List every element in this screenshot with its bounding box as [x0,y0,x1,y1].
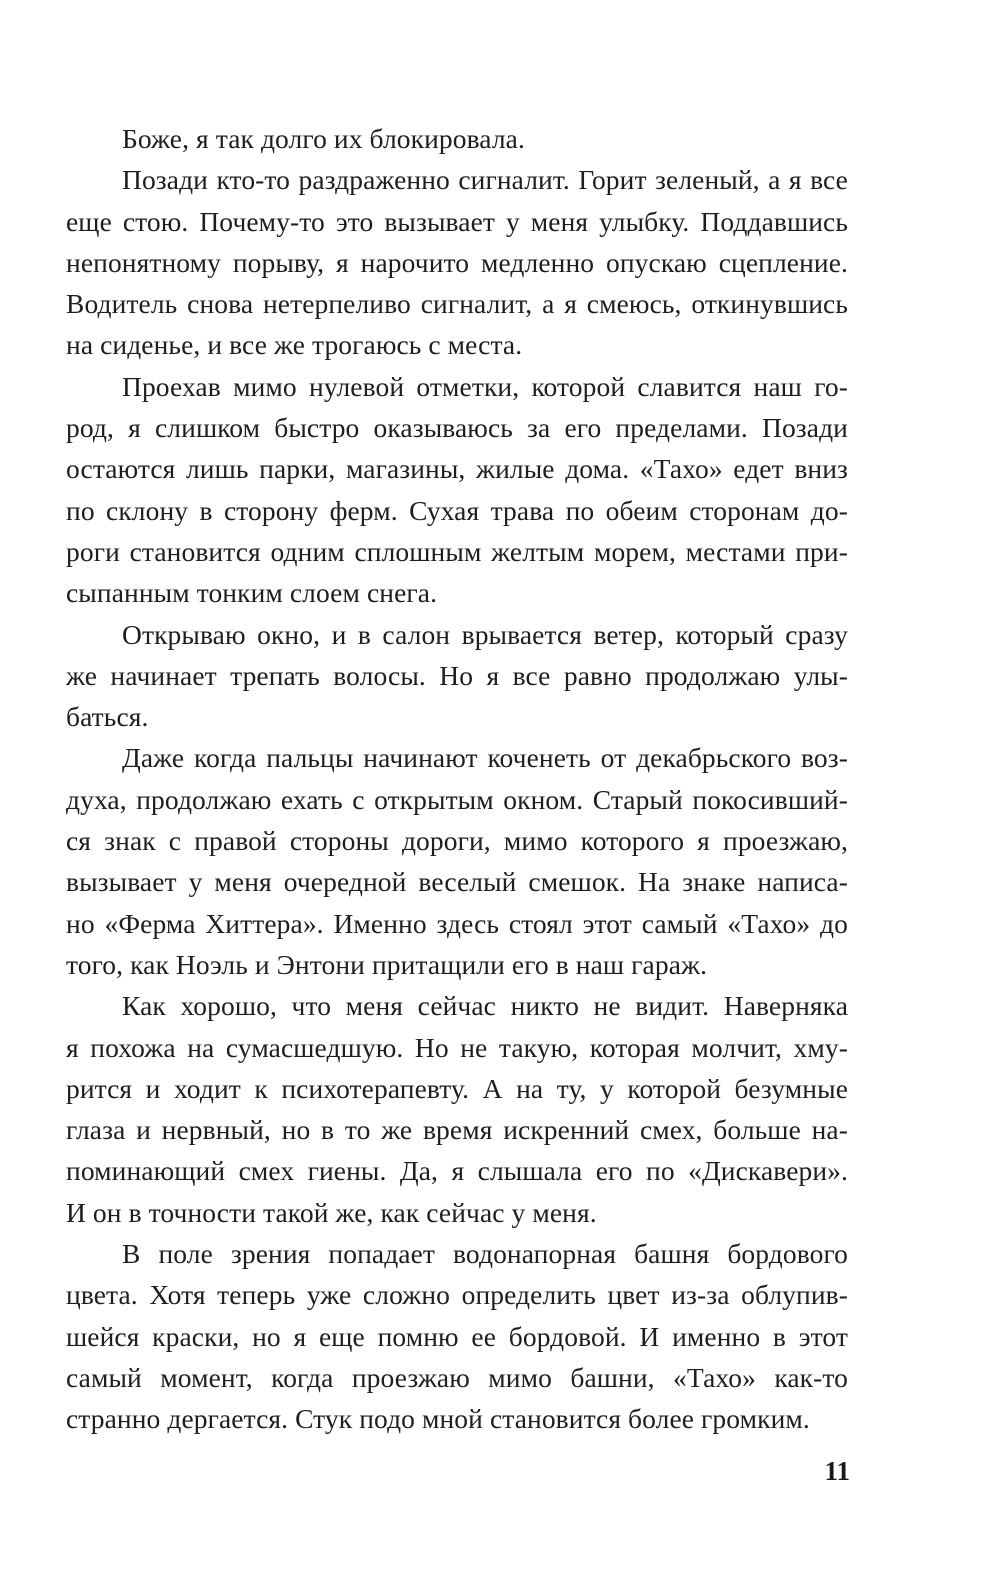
text-line: цвета. Хотя теперь уже сложно определить цвет из-за облупив- [66,1279,848,1311]
text-line: глаза и нервный, но в то же время искренний смех, больше на- [66,1114,848,1146]
text-line: остаются лишь парки, магазины, жилые дома. «Тахо» едет вниз [66,453,848,485]
text-line: по склону в сторону ферм. Сухая трава по обеим сторонам до- [66,494,848,526]
text-line: вызывает у меня очередной веселый смешок. На знаке написа- [66,866,848,898]
text-line: сыпанным тонким слоем снега. [66,577,438,609]
text-line: ся знак с правой стороны дороги, мимо которого я проезжаю, [66,825,848,857]
text-line: самый момент, когда проезжаю мимо башни, «Тахо» как-то [66,1361,848,1393]
text-line: Проехав мимо нулевой отметки, которой славится наш го- [122,370,848,402]
text-line: же начинает трепать волосы. Но я все равно продолжаю улы- [66,659,848,691]
text-line: Даже когда пальцы начинают коченеть от декабрьского воз- [122,742,848,774]
text-line: баться. [66,701,149,733]
text-line: но «Ферма Хиттера». Именно здесь стоял этот самый «Тахо» до [66,907,848,939]
text-line: еще стою. Почему-то это вызывает у меня улыбку. Поддавшись [66,205,848,237]
text-line: роги становится одним сплошным желтым морем, местами при- [66,535,848,567]
text-line: Открываю окно, и в салон врывается ветер, который сразу [122,618,848,650]
text-line: Боже, я так долго их блокировала. [122,123,525,154]
text-line: странно дергается. Стук подо мной становится более громким. [66,1403,810,1435]
text-line: духа, продолжаю ехать с открытым окном. Старый покосивший- [66,783,848,815]
body-text [66,118,848,1440]
text-line: на сиденье, и все же трогаюсь с места. [66,329,523,361]
text-line: поминающий смех гиены. Да, я слышала его по «Дискавери». [66,1155,848,1187]
text-line: И он в точности такой же, как сейчас у меня. [66,1196,597,1228]
text-line: того, как Ноэль и Энтони притащили его в наш гараж. [66,948,708,980]
text-line: Как хорошо, что меня сейчас никто не видит. Наверняка [122,990,848,1022]
text-line: шейся краски, но я еще помню ее бордовой. И именно в этот [66,1320,848,1352]
page-number: 11 [824,1456,850,1486]
text-line: Водитель снова нетерпеливо сигналит, а я смеюсь, откинувшись [66,288,848,320]
text-line: непонятному порыву, я нарочито медленно опускаю сцепление. [66,246,848,278]
text-line: рится и ходит к психотерапевту. А на ту, у которой безумные [66,1072,848,1104]
text-line: я похожа на сумасшедшую. Но не такую, которая молчит, хму- [66,1031,848,1063]
text-line: род, я слишком быстро оказываюсь за его пределами. Позади [66,412,848,444]
text-line: В поле зрения попадает водонапорная башня бордового [122,1238,848,1270]
text-line: Позади кто-то раздраженно сигналит. Горит зеленый, а я все [122,164,848,196]
